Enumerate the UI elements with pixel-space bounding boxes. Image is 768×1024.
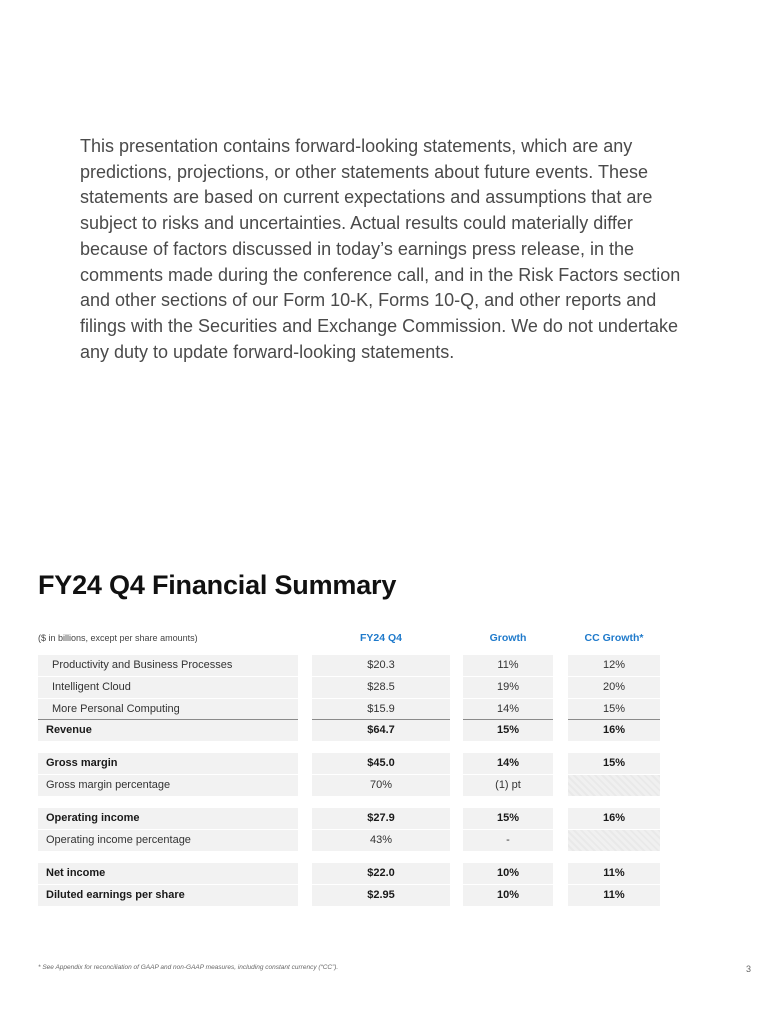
row-cc-gross-margin-percentage (568, 775, 660, 796)
row-label-productivity: Productivity and Business Processes (38, 655, 298, 676)
row-cc-revenue: 16% (568, 719, 660, 741)
row-label-intelligent-cloud: Intelligent Cloud (38, 677, 298, 698)
row-fy-more-personal-computing: $15.9 (312, 699, 450, 720)
forward-looking-disclaimer: This presentation contains forward-looking statements, which are any predictions, projections, or other statements about future events. These statements are based on current expectations and assumptions that are subject to risks and uncertainties. Actual results could materially differ because of factors discussed in today’s earnings press release, in the comments made during the conference call, and in the Risk Factors section and other sections of our Form 10-K, Forms 10-Q, and other reports and filings with the Securities and Exchange Commission. We do not undertake any duty to update forward-looking statements. (80, 136, 681, 362)
row-label-net-income: Net income (38, 863, 298, 884)
row-fy-diluted-eps: $2.95 (312, 885, 450, 906)
row-growth-revenue: 15% (463, 719, 553, 741)
row-fy-gross-margin: $45.0 (312, 753, 450, 774)
row-cc-more-personal-computing: 15% (568, 699, 660, 720)
row-growth-more-personal-computing: 14% (463, 699, 553, 720)
row-cc-intelligent-cloud: 20% (568, 677, 660, 698)
row-fy-gross-margin-percentage: 70% (312, 775, 450, 796)
row-label-more-personal-computing: More Personal Computing (38, 699, 298, 720)
row-cc-gross-margin: 15% (568, 753, 660, 774)
row-growth-productivity: 11% (463, 655, 553, 676)
row-cc-productivity: 12% (568, 655, 660, 676)
row-fy-productivity: $20.3 (312, 655, 450, 676)
row-label-gross-margin-percentage: Gross margin percentage (38, 775, 298, 796)
row-growth-operating-income-percentage: - (463, 830, 553, 851)
row-growth-intelligent-cloud: 19% (463, 677, 553, 698)
row-cc-operating-income: 16% (568, 808, 660, 829)
units-note: ($ in billions, except per share amounts) (38, 633, 198, 643)
row-label-diluted-eps: Diluted earnings per share (38, 885, 298, 906)
column-header-cc-growth: CC Growth* (584, 632, 644, 644)
row-label-operating-income-percentage: Operating income percentage (38, 830, 298, 851)
row-fy-revenue: $64.7 (312, 719, 450, 741)
row-label-operating-income: Operating income (38, 808, 298, 829)
row-label-gross-margin: Gross margin (38, 753, 298, 774)
row-label-revenue: Revenue (38, 719, 298, 741)
row-fy-intelligent-cloud: $28.5 (312, 677, 450, 698)
column-header-fy24-q4: FY24 Q4 (359, 632, 403, 644)
page-title: FY24 Q4 Financial Summary (38, 570, 397, 600)
row-fy-operating-income: $27.9 (312, 808, 450, 829)
column-header-growth: Growth (489, 632, 527, 644)
page-number: 3 (746, 964, 752, 974)
footnote: * See Appendix for reconciliation of GAAP and non-GAAP measures, including constant currency (“CC”). (38, 964, 339, 971)
row-cc-diluted-eps: 11% (568, 885, 660, 906)
row-growth-diluted-eps: 10% (463, 885, 553, 906)
row-growth-gross-margin-percentage: (1) pt (463, 775, 553, 796)
row-growth-gross-margin: 14% (463, 753, 553, 774)
row-cc-operating-income-percentage (568, 830, 660, 851)
row-fy-net-income: $22.0 (312, 863, 450, 884)
row-cc-net-income: 11% (568, 863, 660, 884)
row-growth-net-income: 10% (463, 863, 553, 884)
row-fy-operating-income-percentage: 43% (312, 830, 450, 851)
row-growth-operating-income: 15% (463, 808, 553, 829)
